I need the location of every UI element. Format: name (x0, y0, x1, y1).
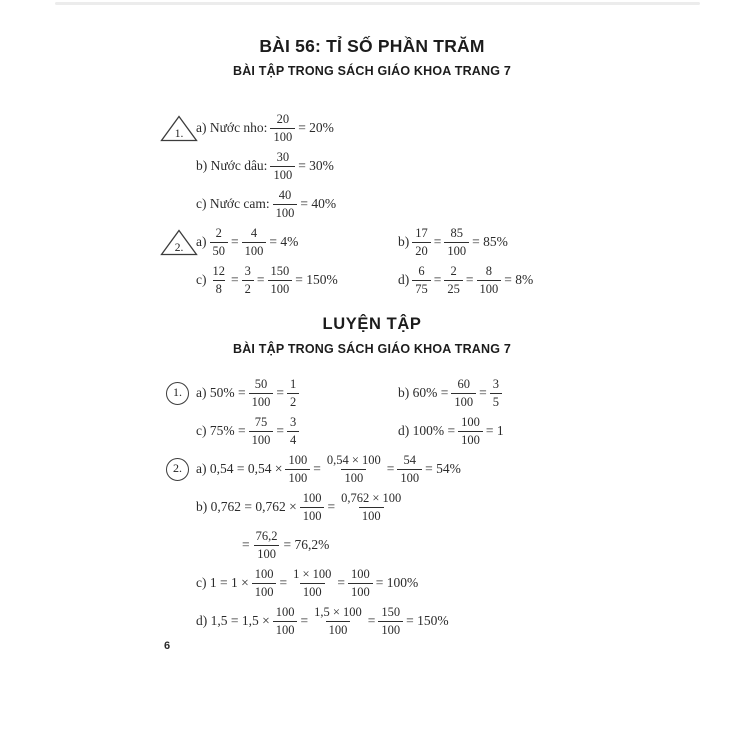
math-text: = 20% (298, 120, 334, 135)
fraction-numerator: 150 (381, 604, 401, 619)
section2-subtitle: BÀI TẬP TRONG SÁCH GIÁO KHOA TRANG 7 (232, 342, 512, 356)
math-text: = (276, 385, 284, 400)
fraction-numerator: 2 (450, 263, 457, 278)
fraction (273, 606, 298, 637)
fraction-numerator: 100 (302, 490, 322, 505)
problem-marker-column (160, 109, 196, 147)
fraction (458, 416, 483, 447)
math-text: = (327, 499, 336, 514)
fraction-numerator: 75 (254, 414, 268, 429)
fraction-numerator: 3 (492, 376, 499, 391)
problem-marker-column (160, 374, 196, 412)
math-text: = 100% (375, 575, 419, 590)
fraction (444, 227, 469, 258)
fraction-denominator: 100 (397, 469, 422, 485)
fraction-denominator: 100 (300, 583, 325, 599)
math-line-continuation (196, 526, 584, 564)
math-text: = 40% (300, 196, 337, 211)
math-text: a) 0,54 = 0,54 × (196, 461, 283, 476)
math-text: = (313, 461, 321, 476)
lesson-title: BÀI 56: TỈ SỐ PHẦN TRĂM (259, 36, 485, 56)
fraction (477, 265, 502, 296)
math-text: c) Nước cam: (196, 196, 270, 211)
math-text: = (276, 423, 284, 438)
fraction-denominator: 100 (270, 166, 295, 182)
fraction (397, 454, 422, 485)
fraction (270, 113, 295, 144)
math-text: = 150% (406, 613, 449, 628)
page-top-edge-shadow (55, 2, 700, 5)
fraction-numerator: 1 (289, 376, 297, 391)
circle-marker (166, 458, 189, 481)
math-text: = (300, 613, 309, 628)
fraction (252, 568, 277, 599)
fraction-denominator: 100 (249, 393, 274, 409)
math-text: = (367, 613, 376, 628)
fraction-denominator: 100 (273, 204, 298, 220)
math-text: b) 60% = (398, 385, 449, 400)
fraction-denominator: 100 (268, 280, 293, 296)
page-content (160, 0, 584, 640)
fraction (210, 227, 229, 258)
fraction-numerator: 20 (276, 111, 290, 126)
math-text: c) 1 = 1 × (196, 575, 249, 590)
fraction-denominator: 100 (285, 469, 310, 485)
fraction-denominator: 100 (242, 242, 267, 258)
math-text: b) Nước dâu: (196, 158, 268, 173)
fraction-denominator: 100 (458, 431, 483, 447)
problem-number: 1. (174, 127, 184, 140)
math-text: = (279, 575, 288, 590)
math-line (398, 374, 584, 412)
math-text: d) 1,5 = 1,5 × (196, 613, 270, 628)
fraction-numerator: 1,5 × 100 (314, 604, 362, 619)
math-line (398, 412, 584, 450)
math-line (196, 223, 398, 261)
fraction-numerator: 100 (275, 604, 295, 619)
fraction-denominator: 5 (490, 393, 502, 409)
math-line (196, 602, 584, 640)
fraction (242, 227, 267, 258)
math-text: = (337, 575, 346, 590)
fraction-denominator: 100 (249, 431, 274, 447)
math-text: = (231, 272, 239, 287)
fraction-denominator: 20 (412, 242, 431, 258)
fraction (249, 378, 274, 409)
fraction (268, 265, 293, 296)
math-line (196, 412, 398, 450)
fraction (290, 568, 334, 599)
fraction-denominator: 4 (287, 431, 299, 447)
math-line (196, 109, 584, 147)
math-line (196, 261, 398, 299)
fraction-denominator: 100 (477, 280, 502, 296)
fraction-denominator: 100 (300, 507, 325, 523)
fraction (412, 265, 431, 296)
fraction-denominator: 8 (213, 280, 225, 296)
problem-lines (196, 223, 584, 299)
problem-lt-1 (160, 374, 584, 450)
math-text: = 85% (472, 234, 508, 249)
fraction (242, 265, 254, 296)
problem-number: 2. (174, 241, 184, 254)
math-text: a) (196, 234, 207, 249)
fraction-denominator: 100 (252, 583, 277, 599)
problem-marker-column (160, 450, 196, 488)
math-row (196, 374, 584, 412)
fraction (451, 378, 476, 409)
problem-sgk-2 (160, 223, 584, 299)
math-line (196, 147, 584, 185)
math-line (196, 185, 584, 223)
fraction (285, 454, 310, 485)
math-text: = 54% (425, 461, 461, 476)
math-text: = (242, 537, 250, 552)
fraction-numerator: 0,54 × 100 (326, 452, 381, 467)
problem-lt-2 (160, 450, 584, 640)
fraction-denominator: 100 (341, 469, 366, 485)
fraction-denominator: 100 (273, 621, 298, 637)
math-text: c) (196, 272, 207, 287)
fraction-numerator: 2 (215, 225, 222, 240)
fraction-denominator: 25 (444, 280, 463, 296)
fraction (311, 606, 365, 637)
fraction (324, 454, 384, 485)
fraction-denominator: 100 (270, 128, 295, 144)
math-line (196, 564, 584, 602)
math-text: c) 75% = (196, 423, 246, 438)
fraction-numerator: 30 (276, 149, 290, 164)
fraction-denominator: 100 (451, 393, 476, 409)
page-number: 6 (164, 640, 171, 652)
fraction-numerator: 6 (418, 263, 425, 278)
fraction-numerator: 76,2 (255, 528, 278, 543)
fraction (378, 606, 403, 637)
fraction-numerator: 85 (450, 225, 463, 240)
fraction (210, 265, 229, 296)
math-line (398, 261, 584, 299)
fraction-numerator: 100 (351, 566, 370, 581)
fraction (300, 492, 325, 523)
fraction (412, 227, 431, 258)
math-text: = (465, 272, 474, 287)
problem-number: 1. (173, 385, 182, 399)
fraction-denominator: 100 (359, 507, 384, 523)
triangle-marker (160, 229, 198, 256)
problem-number: 2. (173, 461, 182, 475)
fraction (490, 378, 502, 409)
fraction-numerator: 50 (254, 376, 268, 391)
fraction-denominator: 2 (242, 280, 254, 296)
problem-lines (196, 109, 584, 223)
math-row (196, 412, 584, 450)
fraction-numerator: 100 (254, 566, 274, 581)
math-text: a) Nước nho: (196, 120, 268, 135)
fraction-denominator: 100 (326, 621, 351, 637)
triangle-marker (160, 115, 198, 142)
fraction (444, 265, 463, 296)
fraction (273, 189, 298, 220)
fraction-numerator: 100 (288, 452, 308, 467)
math-text: d) (398, 272, 410, 287)
math-text: = 4% (269, 234, 299, 249)
fraction-numerator: 8 (485, 263, 492, 278)
fraction (253, 530, 281, 561)
math-text: b) (398, 234, 410, 249)
math-text: = 150% (295, 272, 338, 287)
fraction (270, 151, 295, 182)
fraction-numerator: 0,762 × 100 (341, 490, 402, 505)
fraction-numerator: 150 (270, 263, 290, 278)
fraction-numerator: 17 (415, 225, 428, 240)
fraction-numerator: 4 (250, 225, 258, 240)
math-text: = (231, 234, 239, 249)
math-line (196, 374, 398, 412)
math-text: d) 100% = (398, 423, 456, 438)
problem-lines (196, 450, 584, 640)
fraction-numerator: 1 × 100 (293, 566, 332, 581)
fraction-numerator: 100 (461, 414, 480, 429)
math-line (196, 450, 584, 488)
fraction-denominator: 100 (444, 242, 469, 258)
math-row (196, 261, 584, 299)
math-text: = 30% (298, 158, 334, 173)
math-text: = (433, 234, 442, 249)
section2-title: LUYỆN TẬP (322, 315, 422, 333)
problem-sgk-1 (160, 109, 584, 223)
fraction-denominator: 50 (210, 242, 229, 258)
fraction (287, 378, 299, 409)
fraction-denominator: 2 (287, 393, 299, 409)
math-text: = (479, 385, 487, 400)
fraction-numerator: 3 (244, 263, 251, 278)
math-text: = (433, 272, 442, 287)
math-row (196, 223, 584, 261)
fraction-numerator: 60 (457, 376, 470, 391)
lesson-subtitle: BÀI TẬP TRONG SÁCH GIÁO KHOA TRANG 7 (232, 64, 512, 78)
fraction-numerator: 12 (212, 263, 225, 278)
math-text: = 76,2% (283, 537, 330, 552)
math-text: = (256, 272, 265, 287)
math-text: a) 50% = (196, 385, 246, 400)
problem-lines (196, 374, 584, 450)
math-text: = (386, 461, 395, 476)
fraction (348, 568, 373, 599)
fraction-denominator: 100 (378, 621, 403, 637)
fraction-denominator: 100 (254, 545, 279, 561)
math-text: b) 0,762 = 0,762 × (196, 499, 297, 514)
fraction-denominator: 75 (412, 280, 431, 296)
fraction (287, 416, 299, 447)
fraction (338, 492, 404, 523)
problem-marker-column (160, 223, 196, 261)
math-line (196, 488, 584, 526)
circle-marker (166, 382, 189, 405)
fraction-numerator: 3 (289, 414, 297, 429)
math-text: = 1 (485, 423, 504, 438)
fraction-numerator: 40 (278, 187, 292, 202)
fraction-numerator: 54 (403, 452, 417, 467)
math-line (398, 223, 584, 261)
fraction (249, 416, 274, 447)
math-text: = 8% (504, 272, 534, 287)
fraction-denominator: 100 (348, 583, 373, 599)
